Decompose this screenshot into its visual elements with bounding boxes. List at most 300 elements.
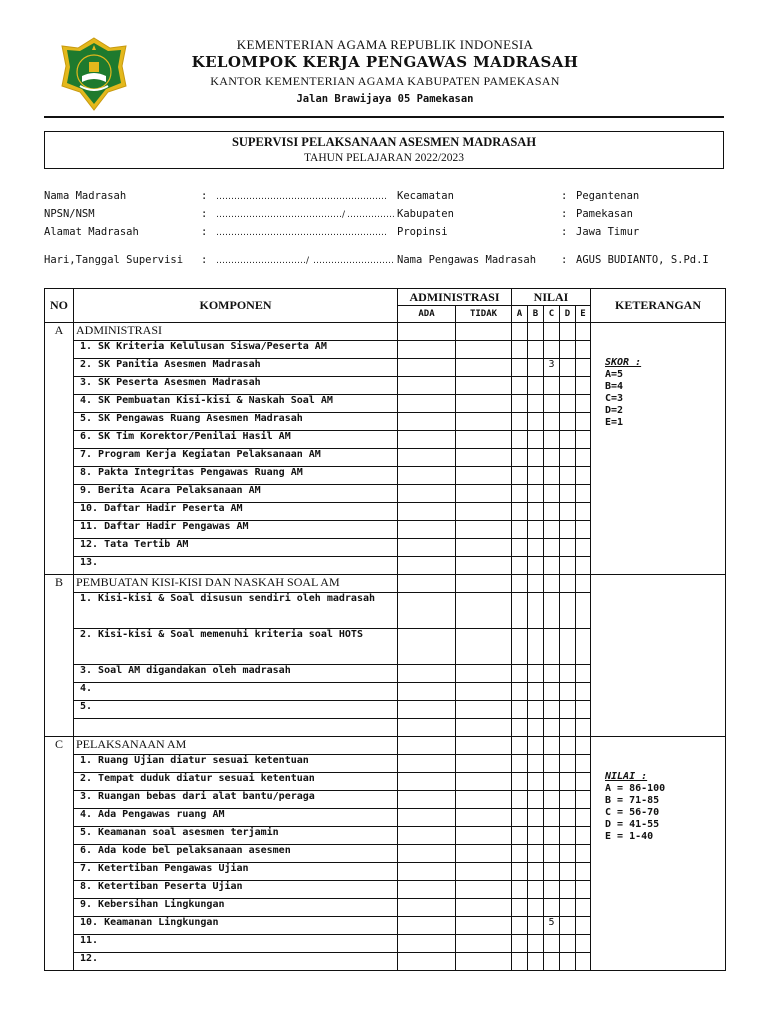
- cell-tidak[interactable]: [456, 845, 512, 863]
- colon: :: [201, 254, 208, 266]
- item-label: 2. SK Panitia Asesmen Madrasah: [74, 359, 398, 377]
- cell-tidak[interactable]: [456, 359, 512, 377]
- cell-tidak[interactable]: [456, 935, 512, 953]
- item-label: 9. Berita Acara Pelaksanaan AM: [74, 485, 398, 503]
- note-line: D=2: [605, 405, 624, 416]
- grade-cell[interactable]: [560, 341, 576, 359]
- item-label: 4. Ada Pengawas ruang AM: [74, 809, 398, 827]
- cell-tidak[interactable]: [456, 701, 512, 719]
- cell-tidak[interactable]: [456, 467, 512, 485]
- grade-cell[interactable]: [528, 665, 544, 683]
- grade-cell[interactable]: [544, 719, 560, 737]
- grade-cell[interactable]: [560, 557, 576, 575]
- cell-ada[interactable]: [398, 377, 456, 395]
- document-title: SUPERVISI PELAKSANAAN ASESMEN MADRASAH: [231, 135, 537, 149]
- grade-cell[interactable]: [560, 521, 576, 539]
- grade-cell[interactable]: [544, 467, 560, 485]
- cell-tidak[interactable]: [456, 593, 512, 629]
- cell-ada[interactable]: [398, 395, 456, 413]
- cell: [512, 575, 528, 593]
- grade-cell[interactable]: [560, 755, 576, 773]
- cell[interactable]: [398, 719, 456, 737]
- cell-ada[interactable]: [398, 593, 456, 629]
- cell-ada[interactable]: [398, 503, 456, 521]
- col-header-tidak: TIDAK: [456, 306, 512, 323]
- grade-cell[interactable]: [560, 377, 576, 395]
- grade-cell[interactable]: [560, 845, 576, 863]
- grade-cell[interactable]: [560, 719, 576, 737]
- value-kabupaten: Pamekasan: [576, 208, 633, 220]
- grade-cell[interactable]: [560, 773, 576, 791]
- grade-cell[interactable]: [544, 413, 560, 431]
- grade-cell[interactable]: [560, 809, 576, 827]
- grade-cell[interactable]: [528, 701, 544, 719]
- grade-cell[interactable]: [528, 863, 544, 881]
- score-cell[interactable]: 5: [544, 917, 560, 935]
- cell-ada[interactable]: [398, 755, 456, 773]
- grade-cell[interactable]: [576, 755, 591, 773]
- grade-cell[interactable]: [512, 359, 528, 377]
- grade-cell[interactable]: [576, 827, 591, 845]
- label-npsn: NPSN/NSM: [44, 208, 95, 220]
- grade-cell[interactable]: [576, 539, 591, 557]
- office-name: KANTOR KEMENTERIAN AGAMA KABUPATEN PAMEKASAN: [210, 74, 560, 88]
- office-address: Jalan Brawijaya 05 Pamekasan: [296, 93, 474, 105]
- cell-tidak[interactable]: [456, 809, 512, 827]
- item-label: 6. SK Tim Korektor/Penilai Hasil AM: [74, 431, 398, 449]
- cell-tidak[interactable]: [456, 449, 512, 467]
- label-alamat: Alamat Madrasah: [44, 226, 139, 238]
- grade-cell[interactable]: [528, 899, 544, 917]
- cell-ada[interactable]: [398, 701, 456, 719]
- grade-cell[interactable]: [544, 809, 560, 827]
- cell-ada[interactable]: [398, 899, 456, 917]
- ministry-name: KEMENTERIAN AGAMA REPUBLIK INDONESIA: [236, 37, 534, 52]
- cell-tidak[interactable]: [456, 953, 512, 971]
- grade-cell[interactable]: [528, 773, 544, 791]
- grade-cell[interactable]: [528, 377, 544, 395]
- grade-cell[interactable]: [528, 359, 544, 377]
- grade-cell[interactable]: [560, 593, 576, 629]
- kemenag-logo-icon: [60, 36, 128, 112]
- grade-cell[interactable]: [528, 341, 544, 359]
- cell-ada[interactable]: [398, 827, 456, 845]
- cell-ada[interactable]: [398, 773, 456, 791]
- note-line: B = 71-85: [605, 795, 660, 806]
- cell-tidak[interactable]: [456, 503, 512, 521]
- grade-cell[interactable]: [528, 485, 544, 503]
- grade-cell[interactable]: [560, 953, 576, 971]
- cell-tidak[interactable]: [456, 683, 512, 701]
- col-header-nilai: NILAI: [512, 289, 591, 306]
- grade-cell[interactable]: [512, 665, 528, 683]
- grade-cell[interactable]: [512, 557, 528, 575]
- grade-cell[interactable]: [560, 359, 576, 377]
- grade-cell[interactable]: [576, 629, 591, 665]
- grade-cell[interactable]: [544, 881, 560, 899]
- supervision-table: [44, 288, 726, 971]
- note-line: A = 86-100: [605, 783, 666, 794]
- grade-cell[interactable]: [576, 917, 591, 935]
- note-line: B=4: [605, 381, 624, 392]
- item-label: 11.: [74, 935, 398, 953]
- grade-cell[interactable]: [528, 449, 544, 467]
- grade-cell[interactable]: [512, 683, 528, 701]
- value-pengawas: AGUS BUDIANTO, S.Pd.I: [576, 254, 709, 266]
- group-name: KELOMPOK KERJA PENGAWAS MADRASAH: [191, 53, 579, 71]
- cell-ada[interactable]: [398, 431, 456, 449]
- grade-cell[interactable]: [544, 557, 560, 575]
- grade-cell[interactable]: [576, 449, 591, 467]
- grade-cell[interactable]: [512, 413, 528, 431]
- col-header-komponen: KOMPONEN: [74, 289, 398, 323]
- cell: [544, 737, 560, 755]
- field-nsm[interactable]: …………….: [347, 210, 395, 220]
- grade-cell[interactable]: [576, 683, 591, 701]
- grade-cell[interactable]: [512, 431, 528, 449]
- grade-cell[interactable]: [512, 917, 528, 935]
- grade-cell[interactable]: [512, 341, 528, 359]
- grade-cell[interactable]: [576, 719, 591, 737]
- cell: [560, 575, 576, 593]
- grade-cell[interactable]: [576, 395, 591, 413]
- grade-cell[interactable]: [576, 953, 591, 971]
- grade-cell[interactable]: [544, 845, 560, 863]
- grade-cell[interactable]: [576, 809, 591, 827]
- grade-cell[interactable]: [560, 539, 576, 557]
- field-alamat[interactable]: …………………………………………………: [216, 228, 387, 238]
- grade-cell[interactable]: [560, 683, 576, 701]
- cell-tidak[interactable]: [456, 791, 512, 809]
- cell-ada[interactable]: [398, 881, 456, 899]
- field-tanggal[interactable]: ………………………: [313, 256, 394, 266]
- title-box: [44, 131, 724, 169]
- cell-ada[interactable]: [398, 449, 456, 467]
- grade-cell[interactable]: [512, 953, 528, 971]
- item-label: 7. Ketertiban Pengawas Ujian: [74, 863, 398, 881]
- section-no: A: [45, 323, 74, 575]
- grade-cell[interactable]: [544, 431, 560, 449]
- grade-cell[interactable]: [576, 341, 591, 359]
- grade-cell[interactable]: [544, 701, 560, 719]
- cell-ada[interactable]: [398, 863, 456, 881]
- grade-cell[interactable]: [560, 395, 576, 413]
- note-title: SKOR :: [605, 357, 642, 368]
- cell-ada[interactable]: [398, 845, 456, 863]
- field-npsn[interactable]: ……………………………………/: [216, 210, 346, 220]
- grade-cell[interactable]: [528, 683, 544, 701]
- grade-cell[interactable]: [528, 809, 544, 827]
- col-header-administrasi: ADMINISTRASI: [398, 289, 512, 306]
- item-label: 1. SK Kriteria Kelulusan Siswa/Peserta AM: [74, 341, 398, 359]
- grade-cell[interactable]: [544, 449, 560, 467]
- grade-cell[interactable]: [528, 593, 544, 629]
- grade-cell[interactable]: [528, 431, 544, 449]
- cell-tidak[interactable]: [456, 881, 512, 899]
- grade-cell[interactable]: [512, 719, 528, 737]
- grade-cell[interactable]: [528, 755, 544, 773]
- cell: [398, 323, 456, 341]
- grade-cell[interactable]: [544, 773, 560, 791]
- grade-cell[interactable]: [528, 917, 544, 935]
- item-label: 12. Tata Tertib AM: [74, 539, 398, 557]
- cell: [398, 737, 456, 755]
- cell-ada[interactable]: [398, 521, 456, 539]
- cell: [456, 323, 512, 341]
- colon: :: [561, 208, 568, 220]
- cell: [512, 323, 528, 341]
- label-hari-tanggal: Hari,Tanggal Supervisi: [44, 254, 184, 266]
- grade-cell[interactable]: [544, 899, 560, 917]
- grade-cell[interactable]: [560, 467, 576, 485]
- grade-cell[interactable]: [512, 845, 528, 863]
- grade-cell[interactable]: [560, 503, 576, 521]
- grade-cell[interactable]: [528, 845, 544, 863]
- grade-cell[interactable]: [576, 593, 591, 629]
- grade-cell[interactable]: [512, 809, 528, 827]
- cell-tidak[interactable]: [456, 395, 512, 413]
- field-hari[interactable]: …………………………/: [216, 256, 310, 266]
- grade-cell[interactable]: [544, 485, 560, 503]
- colon: :: [201, 208, 208, 220]
- cell-ada[interactable]: [398, 413, 456, 431]
- grade-cell[interactable]: [560, 827, 576, 845]
- grade-cell[interactable]: [512, 377, 528, 395]
- grade-cell[interactable]: [512, 755, 528, 773]
- cell: [560, 323, 576, 341]
- grade-cell[interactable]: [576, 701, 591, 719]
- grade-cell[interactable]: [560, 881, 576, 899]
- col-header-grade-a: A: [512, 306, 528, 323]
- cell-tidak[interactable]: [456, 773, 512, 791]
- grade-cell[interactable]: [560, 629, 576, 665]
- grade-cell[interactable]: [576, 791, 591, 809]
- grade-cell[interactable]: [512, 503, 528, 521]
- grade-cell[interactable]: [512, 485, 528, 503]
- item-label: 5. Keamanan soal asesmen terjamin: [74, 827, 398, 845]
- grade-cell[interactable]: [528, 935, 544, 953]
- item-label: 13.: [74, 557, 398, 575]
- cell: [528, 575, 544, 593]
- grade-cell[interactable]: [544, 539, 560, 557]
- cell: [74, 719, 398, 737]
- cell-ada[interactable]: [398, 953, 456, 971]
- grade-cell[interactable]: [528, 539, 544, 557]
- cell: [398, 575, 456, 593]
- grade-cell[interactable]: [512, 395, 528, 413]
- score-cell[interactable]: 3: [544, 359, 560, 377]
- grade-cell[interactable]: [576, 413, 591, 431]
- cell-tidak[interactable]: [456, 827, 512, 845]
- grade-cell[interactable]: [512, 827, 528, 845]
- grade-cell[interactable]: [512, 791, 528, 809]
- cell-tidak[interactable]: [456, 917, 512, 935]
- grade-cell[interactable]: [544, 395, 560, 413]
- grade-cell[interactable]: [512, 863, 528, 881]
- grade-cell[interactable]: [544, 593, 560, 629]
- cell-tidak[interactable]: [456, 629, 512, 665]
- cell-ada[interactable]: [398, 665, 456, 683]
- grade-cell[interactable]: [544, 791, 560, 809]
- cell-tidak[interactable]: [456, 431, 512, 449]
- grade-cell[interactable]: [576, 377, 591, 395]
- cell-tidak[interactable]: [456, 539, 512, 557]
- grade-cell[interactable]: [512, 449, 528, 467]
- item-label: 10. Keamanan Lingkungan: [74, 917, 398, 935]
- header-rule: [44, 116, 724, 118]
- grade-cell[interactable]: [512, 467, 528, 485]
- cell[interactable]: [456, 719, 512, 737]
- grade-cell[interactable]: [544, 935, 560, 953]
- cell-ada[interactable]: [398, 557, 456, 575]
- value-propinsi: Jawa Timur: [576, 226, 640, 238]
- grade-cell[interactable]: [528, 953, 544, 971]
- section-title: PELAKSANAAN AM: [74, 737, 398, 755]
- grade-cell[interactable]: [576, 503, 591, 521]
- grade-cell[interactable]: [528, 827, 544, 845]
- item-label: 12.: [74, 953, 398, 971]
- cell-ada[interactable]: [398, 917, 456, 935]
- grade-cell[interactable]: [576, 665, 591, 683]
- grade-cell[interactable]: [512, 629, 528, 665]
- grade-cell[interactable]: [512, 773, 528, 791]
- item-label: 11. Daftar Hadir Pengawas AM: [74, 521, 398, 539]
- cell-tidak[interactable]: [456, 413, 512, 431]
- col-header-ada: ADA: [398, 306, 456, 323]
- grade-cell[interactable]: [544, 521, 560, 539]
- grade-cell[interactable]: [576, 557, 591, 575]
- grade-cell[interactable]: [528, 719, 544, 737]
- grade-cell[interactable]: [512, 521, 528, 539]
- cell-tidak[interactable]: [456, 341, 512, 359]
- grade-cell[interactable]: [560, 917, 576, 935]
- grade-cell[interactable]: [560, 791, 576, 809]
- grade-cell[interactable]: [576, 431, 591, 449]
- grade-cell[interactable]: [528, 395, 544, 413]
- grade-cell[interactable]: [560, 665, 576, 683]
- grade-cell[interactable]: [576, 845, 591, 863]
- cell-tidak[interactable]: [456, 755, 512, 773]
- grade-cell[interactable]: [544, 665, 560, 683]
- grade-cell[interactable]: [544, 755, 560, 773]
- grade-cell[interactable]: [528, 467, 544, 485]
- item-label: 2. Tempat duduk diatur sesuai ketentuan: [74, 773, 398, 791]
- grade-cell[interactable]: [576, 485, 591, 503]
- section-title: PEMBUATAN KISI-KISI DAN NASKAH SOAL AM: [74, 575, 398, 593]
- cell-tidak[interactable]: [456, 557, 512, 575]
- academic-year: TAHUN PELAJARAN 2022/2023: [303, 152, 465, 164]
- grade-cell[interactable]: [512, 539, 528, 557]
- grade-cell[interactable]: [560, 701, 576, 719]
- section-title: ADMINISTRASI: [74, 323, 398, 341]
- grade-cell[interactable]: [544, 827, 560, 845]
- cell-ada[interactable]: [398, 683, 456, 701]
- colon: :: [201, 226, 208, 238]
- grade-cell[interactable]: [560, 863, 576, 881]
- grade-cell[interactable]: [528, 413, 544, 431]
- grade-cell[interactable]: [560, 413, 576, 431]
- grade-cell[interactable]: [576, 359, 591, 377]
- cell: [512, 737, 528, 755]
- section-note: [591, 575, 726, 737]
- grade-cell[interactable]: [544, 953, 560, 971]
- grade-cell[interactable]: [576, 881, 591, 899]
- grade-cell[interactable]: [512, 701, 528, 719]
- grade-cell[interactable]: [576, 863, 591, 881]
- grade-cell[interactable]: [544, 341, 560, 359]
- note-line: C=3: [605, 393, 624, 404]
- grade-cell[interactable]: [512, 899, 528, 917]
- grade-cell[interactable]: [528, 503, 544, 521]
- cell-tidak[interactable]: [456, 485, 512, 503]
- grade-cell[interactable]: [560, 899, 576, 917]
- grade-cell[interactable]: [576, 521, 591, 539]
- note-line: A=5: [605, 369, 624, 380]
- grade-cell[interactable]: [544, 629, 560, 665]
- grade-cell[interactable]: [576, 467, 591, 485]
- label-propinsi: Propinsi: [397, 226, 448, 238]
- grade-cell[interactable]: [512, 593, 528, 629]
- grade-cell[interactable]: [560, 485, 576, 503]
- grade-cell[interactable]: [576, 935, 591, 953]
- value-kecamatan: Pegantenan: [576, 190, 640, 202]
- cell-ada[interactable]: [398, 341, 456, 359]
- grade-cell[interactable]: [544, 377, 560, 395]
- cell-tidak[interactable]: [456, 665, 512, 683]
- cell-ada[interactable]: [398, 467, 456, 485]
- col-header-grade-e: E: [576, 306, 591, 323]
- grade-cell[interactable]: [544, 863, 560, 881]
- cell-ada[interactable]: [398, 935, 456, 953]
- item-label: 6. Ada kode bel pelaksanaan asesmen: [74, 845, 398, 863]
- cell: [528, 323, 544, 341]
- grade-cell[interactable]: [512, 881, 528, 899]
- grade-cell[interactable]: [528, 629, 544, 665]
- section-row: [45, 323, 726, 341]
- cell-tidak[interactable]: [456, 377, 512, 395]
- grade-cell[interactable]: [528, 881, 544, 899]
- cell-tidak[interactable]: [456, 521, 512, 539]
- field-nama-madrasah[interactable]: …………………………………………………: [216, 192, 387, 202]
- grade-cell[interactable]: [544, 503, 560, 521]
- cell-ada[interactable]: [398, 485, 456, 503]
- note-line: D = 41-55: [605, 819, 660, 830]
- cell: [576, 323, 591, 341]
- grade-cell[interactable]: [528, 557, 544, 575]
- grade-cell[interactable]: [528, 791, 544, 809]
- cell-ada[interactable]: [398, 359, 456, 377]
- grade-cell[interactable]: [528, 521, 544, 539]
- item-label: 1. Ruang Ujian diatur sesuai ketentuan: [74, 755, 398, 773]
- grade-cell[interactable]: [576, 773, 591, 791]
- grade-cell[interactable]: [560, 935, 576, 953]
- grade-cell[interactable]: [512, 935, 528, 953]
- cell-tidak[interactable]: [456, 863, 512, 881]
- grade-cell[interactable]: [544, 683, 560, 701]
- cell-tidak[interactable]: [456, 899, 512, 917]
- grade-cell[interactable]: [560, 449, 576, 467]
- label-pengawas: Nama Pengawas Madrasah: [397, 254, 537, 266]
- item-label: 4. SK Pembuatan Kisi-kisi & Naskah Soal AM: [74, 395, 398, 413]
- cell-ada[interactable]: [398, 791, 456, 809]
- cell-ada[interactable]: [398, 629, 456, 665]
- cell-ada[interactable]: [398, 539, 456, 557]
- grade-cell[interactable]: [576, 899, 591, 917]
- cell-ada[interactable]: [398, 809, 456, 827]
- item-label: 1. Kisi-kisi & Soal disusun sendiri oleh madrasah: [74, 593, 398, 629]
- grade-cell[interactable]: [560, 431, 576, 449]
- col-header-no: NO: [45, 289, 74, 323]
